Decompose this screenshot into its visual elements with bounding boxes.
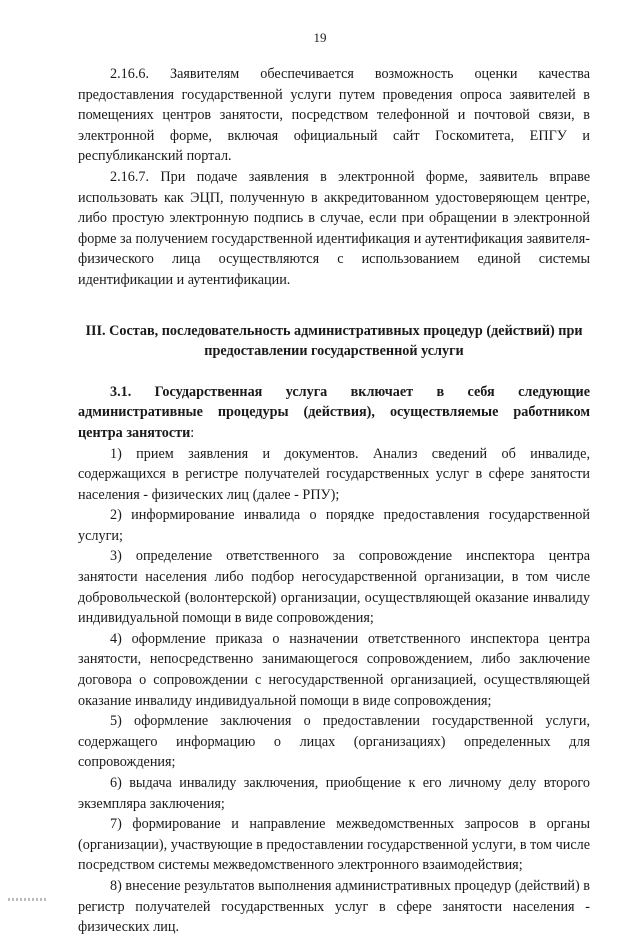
scan-artifact: [8, 898, 48, 901]
page-number: 19: [313, 30, 327, 45]
paragraph-2-16-7: 2.16.7. При подаче заявления в электронной форме, заявитель вправе использовать как ЭЦП, полученную в аккредитованном удостоверяющем центре, либо простую электронную подпись в случае, если при обращении в электронной форме за получением государственной идентификация и аутентификация заявителя-физического лица осуществляются с использованием единой системы идентификации и аутентификации.: [78, 168, 590, 288]
list-item-5: 5) оформление заключения о предоставлении государственной услуги, содержащего информацию о лицах (организациях) определенных для сопровождения;: [78, 713, 590, 771]
list-item-8: 8) внесение результатов выполнения административных процедур (действий) в регистр получателей государственных услуг в сфере занятости населения - физических лиц.: [78, 877, 590, 936]
section-intro-tail: :: [190, 424, 195, 441]
list-item-4: 4) оформление приказа о назначении ответственного инспектора центра занятости, непосредственно занимающегося сопровождением, либо заключение договора о сопровождении с негосударственной организацией, осуществляющей оказание инвалиду индивидуальной помощи в виде сопровождения;: [78, 630, 590, 709]
paragraph-2-16-6: 2.16.6. Заявителям обеспечивается возможность оценки качества предоставления государственной услуги путем проведения опроса заявителей в помещениях центров занятости, посредством телефонной и почтовой связи, в электронной форме, включая официальный сайт Госкомитета, ЕПГУ и республиканский портал.: [78, 66, 590, 165]
list-item-6: 6) выдача инвалиду заключения, приобщение к его личному делу второго экземпляра заключения;: [78, 775, 590, 812]
list-item-2: 2) информирование инвалида о порядке предоставления государственной услуги;: [78, 507, 590, 544]
document-body: [78, 64, 590, 938]
list-item-3: 3) определение ответственного за сопровождение инспектора центра занятости населения либо подбор негосударственной организации, в том числе добровольческой (волонтерской) организации, осуществляющей оказание инвалиду индивидуальной помощи в виде сопровождения;: [78, 548, 590, 627]
section-heading: III. Состав, последовательность административных процедур (действий) при предоставлении государственной услуги: [85, 322, 583, 360]
section-intro-lead: 3.1. Государственная услуга включает в себя следующие административные процедуры (действия), осуществляемые работником центра занятости: [78, 383, 590, 441]
list-item-7: 7) формирование и направление межведомственных запросов в органы (организации), участвующие в предоставлении государственной услуги, в том числе посредством системы межведомственного электронного взаимодействия;: [78, 816, 590, 874]
list-item-1: 1) прием заявления и документов. Анализ сведений об инвалиде, содержащихся в регистре получателей государственных услуг в сфере занятости населения - физических лиц (далее - РПУ);: [78, 445, 590, 503]
section-intro: [78, 382, 590, 444]
